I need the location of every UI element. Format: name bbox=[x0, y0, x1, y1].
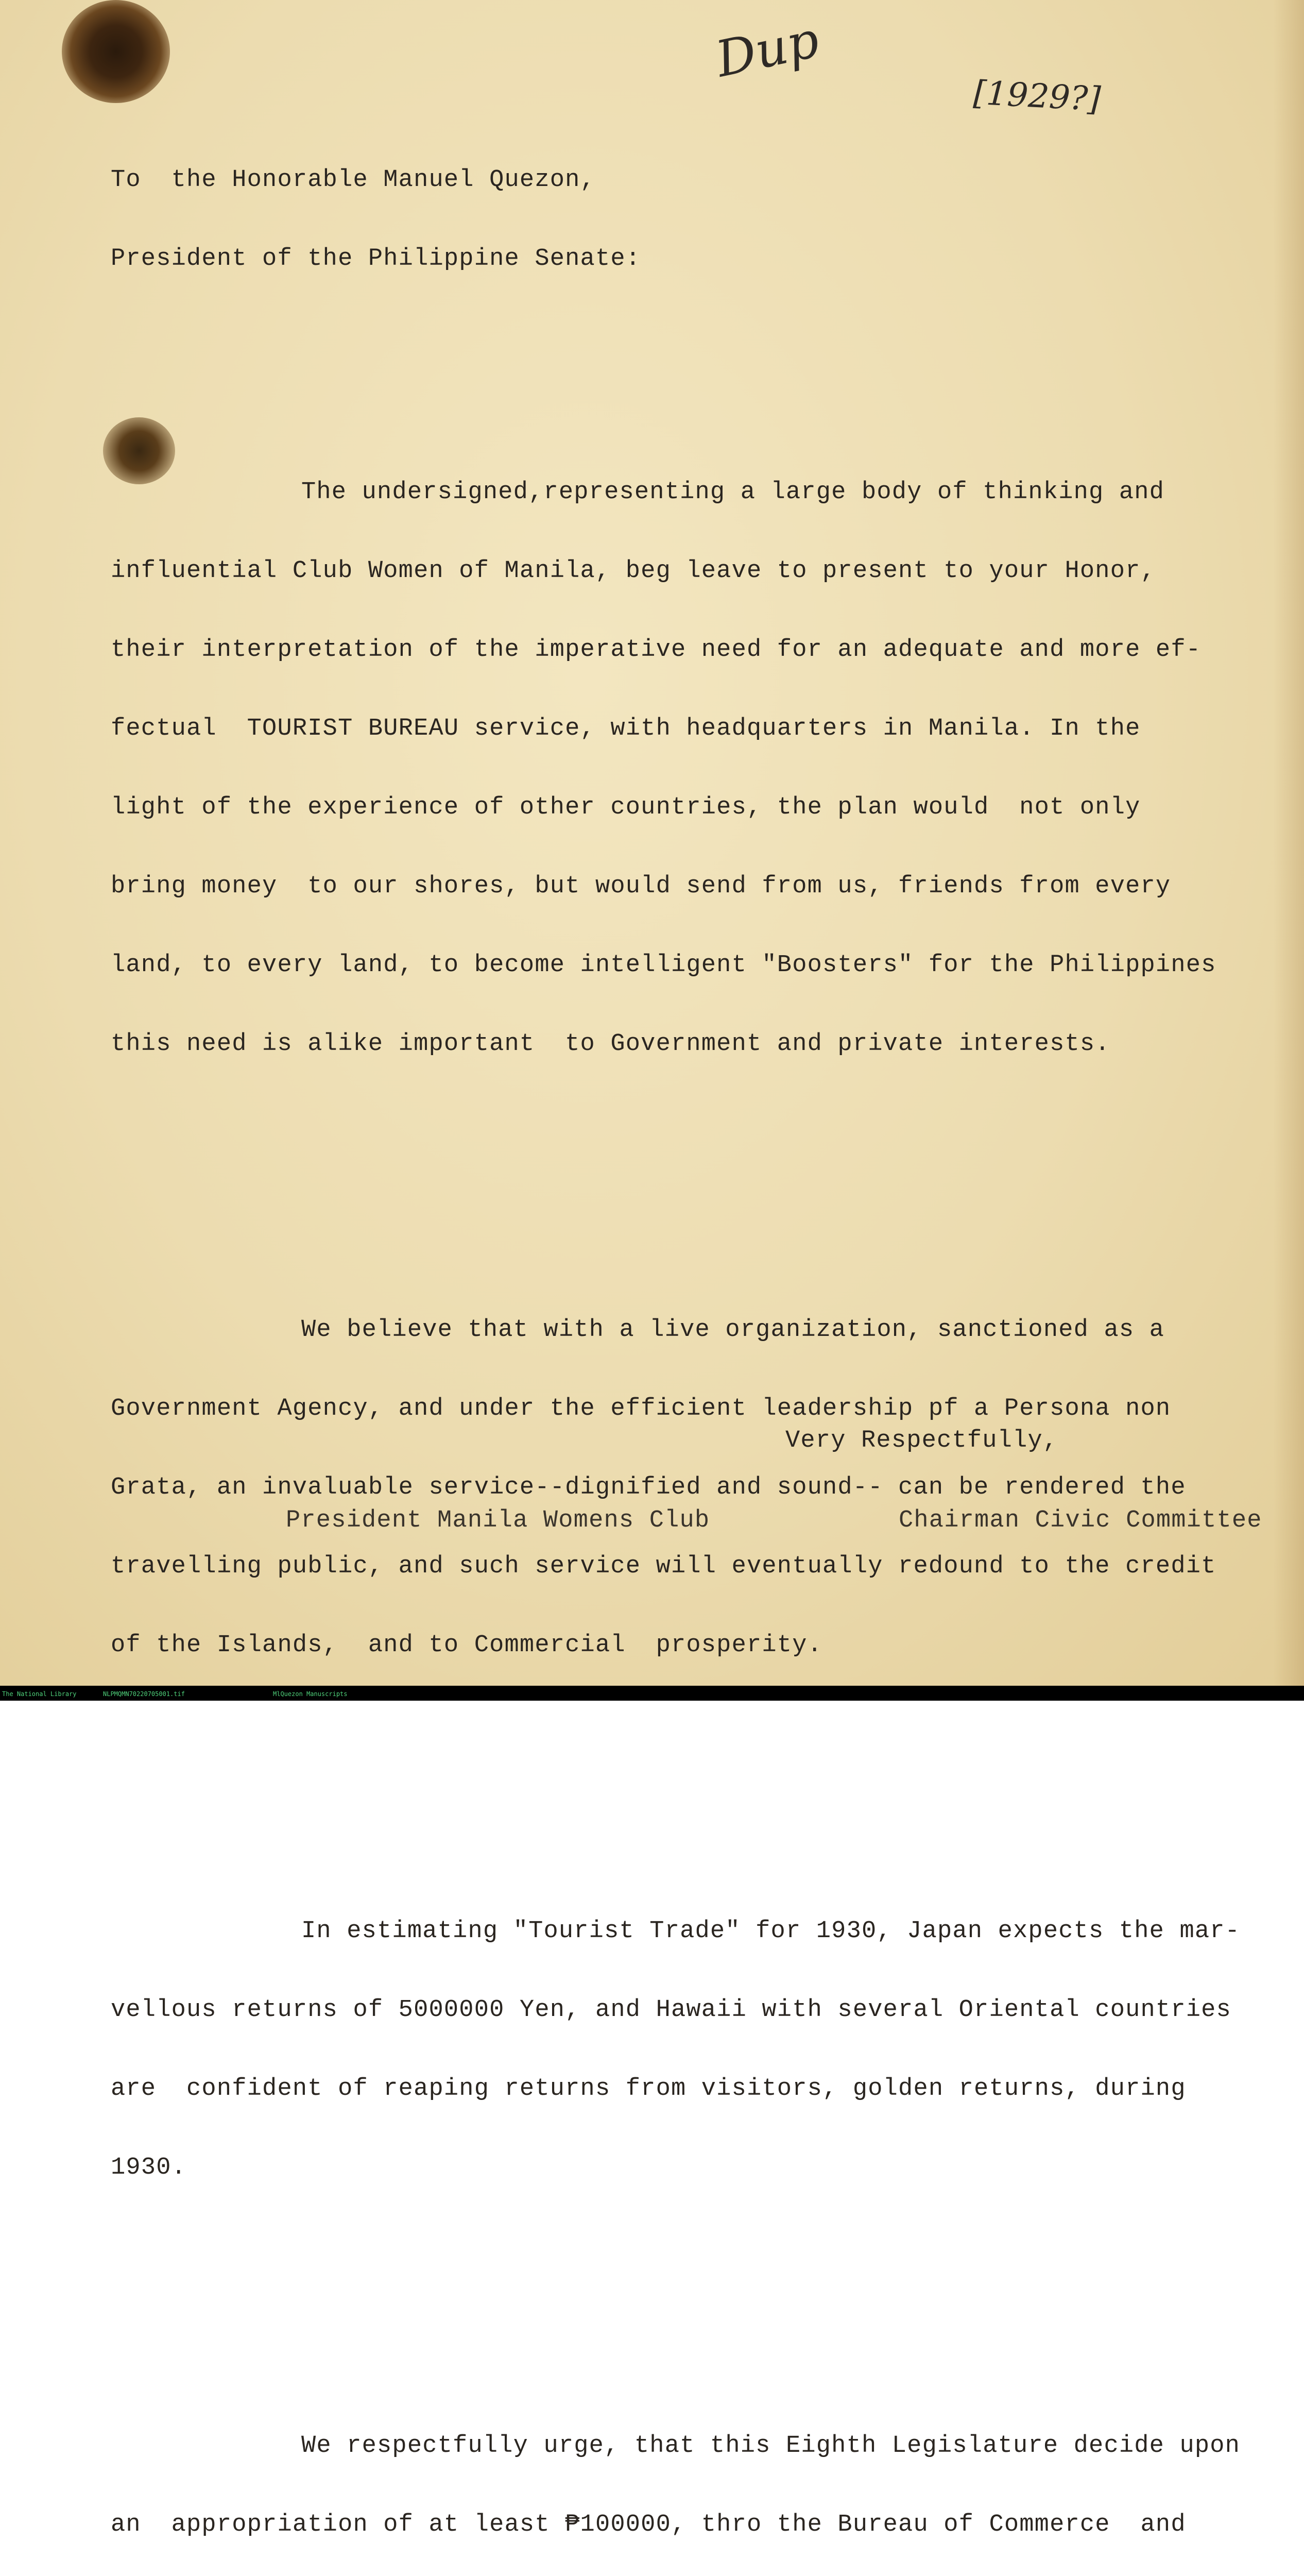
paragraph-4 bbox=[111, 2380, 1295, 2576]
paragraph-line: The undersigned,representing a large body of thinking and bbox=[301, 479, 1165, 506]
scan-footer-bar bbox=[0, 1686, 1304, 1701]
paragraph-line: influential Club Women of Manila, beg leave to present to your Honor, bbox=[111, 557, 1156, 585]
paragraph-line: In estimating "Tourist Trade" for 1930, Japan expects the mar- bbox=[301, 1918, 1241, 1945]
paragraph-line: their interpretation of the imperative need for an adequate and more ef- bbox=[111, 636, 1202, 664]
paragraph-line: We believe that with a live organization, sanctioned as a bbox=[301, 1316, 1165, 1344]
burn-mark-top-left bbox=[62, 0, 170, 103]
footer-library: The National Library bbox=[2, 1690, 77, 1698]
handwritten-year-note: [1929?] bbox=[972, 74, 1102, 119]
footer-collection: MlQuezon Manuscripts bbox=[273, 1690, 348, 1698]
paragraph-2 bbox=[111, 1264, 1295, 1711]
signature-president: President Manila Womens Club bbox=[286, 1507, 710, 1534]
paragraph-line: this need is alike important to Government and private interests. bbox=[111, 1030, 1110, 1058]
paragraph-line: 1930. bbox=[111, 2154, 187, 2181]
paragraph-line: We respectfully urge, that this Eighth Legislature decide upon bbox=[301, 2432, 1241, 2460]
paragraph-line: light of the experience of other countries, the plan would not only bbox=[111, 794, 1141, 821]
paragraph-line: bring money to our shores, but would send from us, friends from every bbox=[111, 873, 1171, 900]
paragraph-line: vellous returns of 5000000 Yen, and Hawaii with several Oriental countries bbox=[111, 1996, 1231, 2024]
paragraph-1 bbox=[111, 427, 1295, 1110]
paragraph-line: fectual TOURIST BUREAU service, with headquarters in Manila. In the bbox=[111, 715, 1141, 742]
paragraph-3 bbox=[111, 1866, 1295, 2233]
paragraph-line: are confident of reaping returns from visitors, golden returns, during bbox=[111, 2075, 1186, 2103]
salutation-line-1: To the Honorable Manuel Quezon, bbox=[111, 166, 595, 194]
paragraph-line: travelling public, and such service will eventually redound to the credit bbox=[111, 1553, 1216, 1580]
paragraph-line: an appropriation of at least ₱100000, thro the Bureau of Commerce and bbox=[111, 2511, 1186, 2538]
paragraph-line: of the Islands, and to Commercial prosperity. bbox=[111, 1632, 823, 1659]
paragraph-line: Grata, an invaluable service--dignified and sound-- can be rendered the bbox=[111, 1474, 1186, 1501]
signature-chairman: Chairman Civic Committee bbox=[899, 1507, 1262, 1534]
paragraph-line: Government Agency, and under the efficient leadership pf a Persona non bbox=[111, 1395, 1171, 1422]
salutation-line-2: President of the Philippine Senate: bbox=[111, 245, 641, 273]
closing-line: Very Respectfully, bbox=[785, 1427, 1058, 1454]
paragraph-line: land, to every land, to become intelligent "Boosters" for the Philippines bbox=[111, 952, 1216, 979]
letter-body bbox=[111, 114, 1295, 2576]
footer-file: NLPMQMN70220705001.tif bbox=[103, 1690, 185, 1698]
handwritten-dup-note: Dup bbox=[711, 10, 824, 89]
